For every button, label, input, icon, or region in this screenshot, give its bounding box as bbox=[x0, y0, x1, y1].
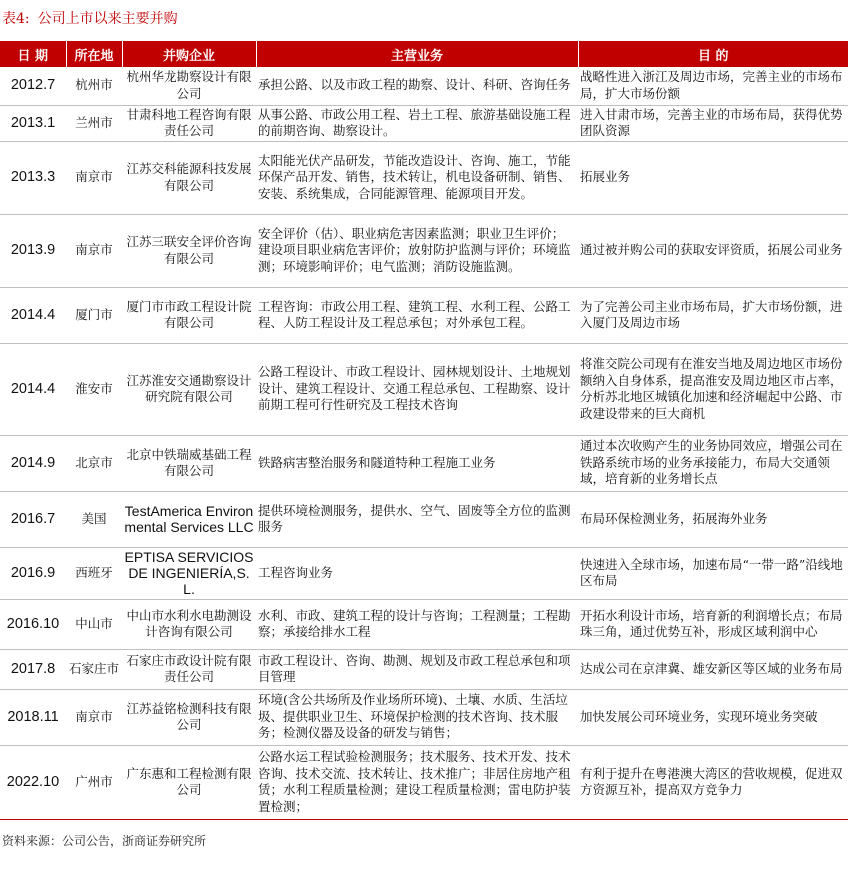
table-row bbox=[0, 599, 848, 649]
table-row bbox=[0, 491, 848, 547]
date-cell: 2018.11 bbox=[0, 689, 66, 745]
purpose-cell: 通过本次收购产生的业务协同效应，增强公司在铁路系统市场的业务承接能力，布局大交通领域，培育新的业务增长点 bbox=[578, 435, 848, 491]
company-cell: 厦门市市政工程设计院有限公司 bbox=[122, 287, 256, 343]
city-cell: 美国 bbox=[66, 491, 122, 547]
date-cell: 2013.3 bbox=[0, 141, 66, 214]
table-row bbox=[0, 689, 848, 745]
city-cell: 西班牙 bbox=[66, 547, 122, 599]
date-cell: 2017.8 bbox=[0, 649, 66, 689]
purpose-cell: 通过被并购公司的获取安评资质，拓展公司业务 bbox=[578, 214, 848, 287]
purpose-cell: 将淮交院公司现有在淮安当地及周边地区市场份额纳入自身体系，提高淮安及周边地区市占率，分析苏北地区城镇化加速和经济崛起中公路、市政建设带来的巨大商机 bbox=[578, 343, 848, 435]
table-row bbox=[0, 214, 848, 287]
date-cell: 2014.4 bbox=[0, 287, 66, 343]
caption-title: 公司上市以来主要并购 bbox=[37, 11, 178, 27]
city-cell: 淮安市 bbox=[66, 343, 122, 435]
business-cell: 从事公路、市政公用工程、岩土工程、旅游基础设施工程的前期咨询、勘察设计。 bbox=[256, 105, 578, 141]
company-cell: 广东惠和工程检测有限公司 bbox=[122, 745, 256, 819]
table-row bbox=[0, 649, 848, 689]
table-row bbox=[0, 547, 848, 599]
table-row bbox=[0, 435, 848, 491]
header-purpose: 目 的 bbox=[578, 41, 848, 67]
business-cell: 环境(含公共场所及作业场所环境)、土壤、水质、生活垃圾、提供职业卫生、环境保护检测的技术咨询、技术服务；检测仪器及设备的研发与销售； bbox=[256, 689, 578, 745]
city-cell: 兰州市 bbox=[66, 105, 122, 141]
city-cell: 中山市 bbox=[66, 599, 122, 649]
date-cell: 2016.7 bbox=[0, 491, 66, 547]
company-cell: 石家庄市政设计院有限责任公司 bbox=[122, 649, 256, 689]
company-cell: TestAmerica Environmental Services LLC bbox=[122, 491, 256, 547]
date-cell: 2012.7 bbox=[0, 67, 66, 105]
city-cell: 南京市 bbox=[66, 214, 122, 287]
purpose-cell: 加快发展公司环境业务，实现环境业务突破 bbox=[578, 689, 848, 745]
company-cell: 中山市水利水电勘测设计咨询有限公司 bbox=[122, 599, 256, 649]
company-cell: 甘肃科地工程咨询有限责任公司 bbox=[122, 105, 256, 141]
header-city: 所在地 bbox=[66, 41, 122, 67]
acquisitions-table bbox=[0, 41, 848, 820]
caption-label: 表4: bbox=[2, 11, 30, 27]
business-cell: 安全评价（估）、职业病危害因素监测；职业卫生评价；建设项目职业病危害评价；放射防护监测与评价；环境监测；环境影响评价；电气监测；消防设施监测。 bbox=[256, 214, 578, 287]
table-row bbox=[0, 745, 848, 819]
city-cell: 北京市 bbox=[66, 435, 122, 491]
table-row bbox=[0, 105, 848, 141]
date-cell: 2016.9 bbox=[0, 547, 66, 599]
city-cell: 杭州市 bbox=[66, 67, 122, 105]
business-cell: 公路水运工程试验检测服务；技术服务、技术开发、技术咨询、技术交流、技术转让、技术推广；非居住房地产租赁；水利工程质量检测；建设工程质量检测；雷电防护装置检测； bbox=[256, 745, 578, 819]
business-cell: 太阳能光伏产品研发，节能改造设计、咨询、施工，节能环保产品开发、销售，技术转让，机电设备研制、销售、安装、系统集成，合同能源管理、能源项目开发。 bbox=[256, 141, 578, 214]
table-header-row bbox=[0, 41, 848, 67]
header-date: 日 期 bbox=[0, 41, 66, 67]
city-cell: 南京市 bbox=[66, 141, 122, 214]
purpose-cell: 开拓水利设计市场，培育新的利润增长点；布局珠三角，通过优势互补，形成区域利润中心 bbox=[578, 599, 848, 649]
table-row bbox=[0, 343, 848, 435]
table-row bbox=[0, 141, 848, 214]
business-cell: 工程咨询业务 bbox=[256, 547, 578, 599]
date-cell: 2013.1 bbox=[0, 105, 66, 141]
date-cell: 2014.4 bbox=[0, 343, 66, 435]
company-cell: 江苏益铭检测科技有限公司 bbox=[122, 689, 256, 745]
purpose-cell: 进入甘肃市场，完善主业的市场布局，获得优势团队资源 bbox=[578, 105, 848, 141]
purpose-cell: 拓展业务 bbox=[578, 141, 848, 214]
business-cell: 提供环境检测服务，提供水、空气、固废等全方位的监测服务 bbox=[256, 491, 578, 547]
business-cell: 市政工程设计、咨询、勘测、规划及市政工程总承包和项目管理 bbox=[256, 649, 578, 689]
date-cell: 2014.9 bbox=[0, 435, 66, 491]
company-cell: 杭州华龙勘察设计有限公司 bbox=[122, 67, 256, 105]
purpose-cell: 快速进入全球市场，加速布局“一带一路”沿线地区布局 bbox=[578, 547, 848, 599]
purpose-cell: 布局环保检测业务，拓展海外业务 bbox=[578, 491, 848, 547]
source-note: 资料来源：公司公告，浙商证券研究所 bbox=[2, 834, 207, 848]
business-cell: 公路工程设计、市政工程设计、园林规划设计、土地规划设计、建筑工程设计、交通工程总承包、工程勘察、设计前期工程可行性研究及工程技术咨询 bbox=[256, 343, 578, 435]
header-company: 并购企业 bbox=[122, 41, 256, 67]
city-cell: 石家庄市 bbox=[66, 649, 122, 689]
purpose-cell: 达成公司在京津冀、雄安新区等区域的业务布局 bbox=[578, 649, 848, 689]
business-cell: 水利、市政、建筑工程的设计与咨询；工程测量；工程勘察；承接给排水工程 bbox=[256, 599, 578, 649]
city-cell: 厦门市 bbox=[66, 287, 122, 343]
company-cell: 江苏淮安交通勘察设计研究院有限公司 bbox=[122, 343, 256, 435]
company-cell: 北京中铁瑞威基础工程有限公司 bbox=[122, 435, 256, 491]
city-cell: 南京市 bbox=[66, 689, 122, 745]
company-cell: EPTISA SERVICIOS DE INGENIERÍA,S.L. bbox=[122, 547, 256, 599]
table-row bbox=[0, 67, 848, 105]
purpose-cell: 战略性进入浙江及周边市场，完善主业的市场布局，扩大市场份额 bbox=[578, 67, 848, 105]
business-cell: 铁路病害整治服务和隧道特种工程施工业务 bbox=[256, 435, 578, 491]
purpose-cell: 有利于提升在粤港澳大湾区的营收规模，促进双方资源互补，提高双方竞争力 bbox=[578, 745, 848, 819]
company-cell: 江苏交科能源科技发展有限公司 bbox=[122, 141, 256, 214]
date-cell: 2013.9 bbox=[0, 214, 66, 287]
business-cell: 工程咨询：市政公用工程、建筑工程、水利工程、公路工程、人防工程设计及工程总承包；对外承包工程。 bbox=[256, 287, 578, 343]
business-cell: 承担公路、以及市政工程的勘察、设计、科研、咨询任务 bbox=[256, 67, 578, 105]
date-cell: 2016.10 bbox=[0, 599, 66, 649]
city-cell: 广州市 bbox=[66, 745, 122, 819]
table-row bbox=[0, 287, 848, 343]
header-business: 主营业务 bbox=[256, 41, 578, 67]
date-cell: 2022.10 bbox=[0, 745, 66, 819]
table-caption bbox=[2, 4, 178, 34]
purpose-cell: 为了完善公司主业市场布局，扩大市场份额，进入厦门及周边市场 bbox=[578, 287, 848, 343]
company-cell: 江苏三联安全评价咨询有限公司 bbox=[122, 214, 256, 287]
